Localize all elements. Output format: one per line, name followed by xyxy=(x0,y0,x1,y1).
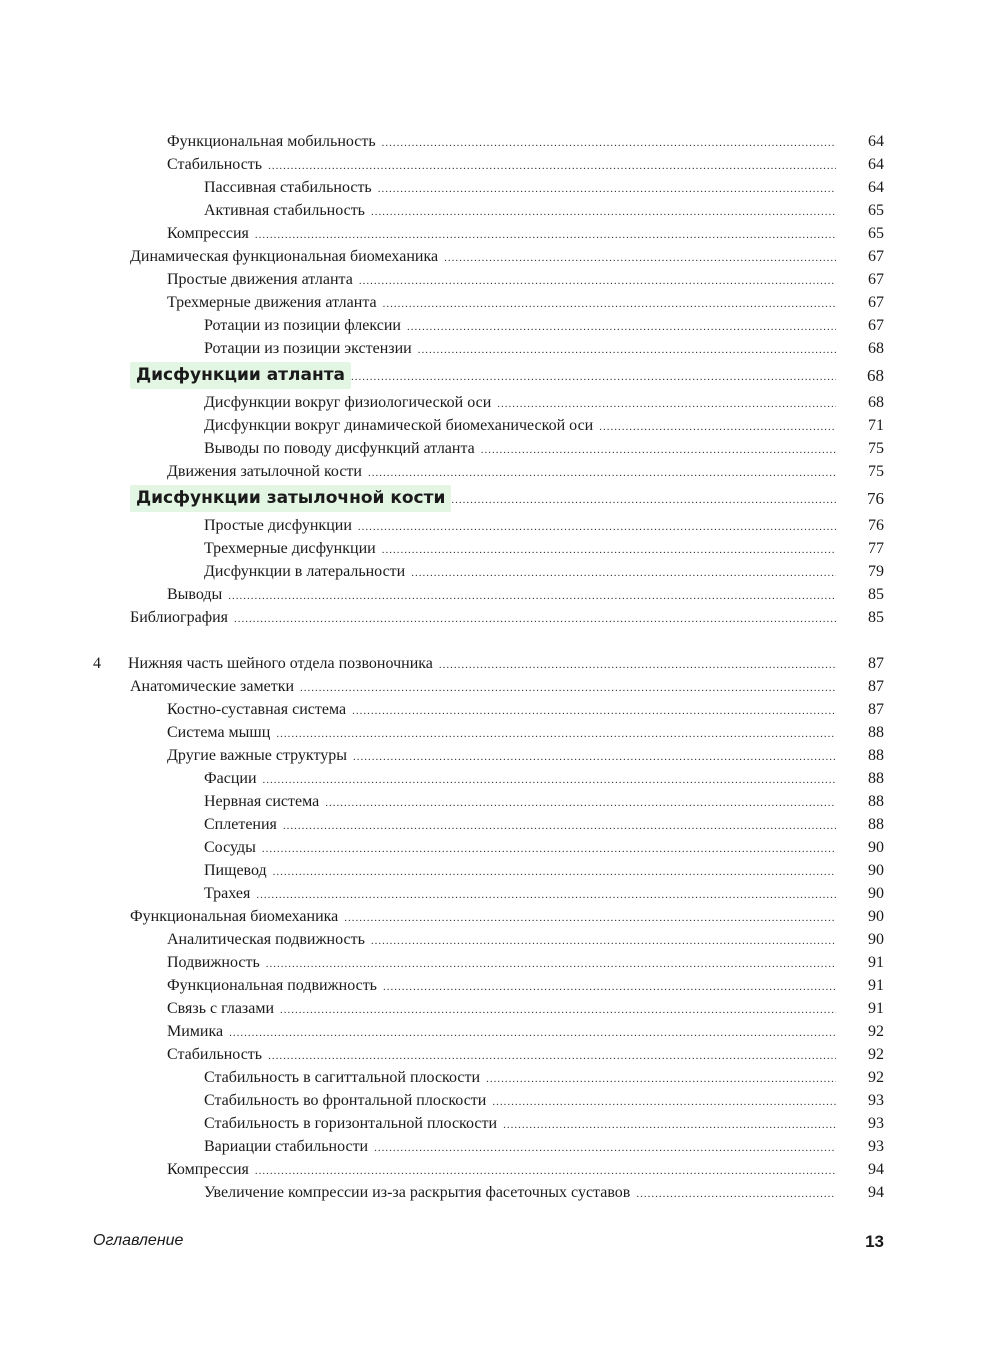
toc-entry-title: Анатомические заметки xyxy=(130,678,295,695)
toc-entry[interactable] xyxy=(0,974,1000,997)
dot-leader xyxy=(492,1091,836,1114)
toc-entry[interactable] xyxy=(0,813,1000,836)
dot-leader xyxy=(273,861,836,884)
toc-entry-line xyxy=(167,997,836,1022)
dot-leader xyxy=(451,487,836,514)
dot-leader xyxy=(407,316,836,339)
toc-entry-page: 85 xyxy=(868,586,884,603)
toc-entry-title: Выводы xyxy=(167,586,223,603)
toc-entry-page: 71 xyxy=(868,417,884,434)
toc-entry-line xyxy=(204,813,836,838)
table-of-contents xyxy=(0,130,1000,1204)
toc-chapter-entry[interactable] xyxy=(0,652,1000,675)
toc-entry-page: 88 xyxy=(868,793,884,810)
toc-entry-title: Пищевод xyxy=(204,862,267,879)
toc-entry[interactable] xyxy=(0,1020,1000,1043)
toc-entry-title: Функциональная мобильность xyxy=(167,133,376,150)
dot-leader xyxy=(263,769,836,792)
toc-entry[interactable] xyxy=(0,268,1000,291)
dot-leader xyxy=(280,999,836,1022)
dot-leader xyxy=(383,293,836,316)
toc-entry-line xyxy=(130,485,836,514)
toc-entry-line xyxy=(204,859,836,884)
toc-entry-line xyxy=(167,291,836,316)
toc-entry-page: 92 xyxy=(868,1069,884,1086)
toc-entry-title: Трахея xyxy=(204,885,251,902)
toc-entry-title: Трехмерные дисфункции xyxy=(204,540,376,557)
toc-entry-title: Выводы по поводу дисфункций атланта xyxy=(204,440,475,457)
toc-entry-page: 90 xyxy=(868,839,884,856)
toc-entry-title: Стабильность в сагиттальной плоскости xyxy=(204,1069,481,1086)
toc-entry-title: Движения затылочной кости xyxy=(167,463,362,480)
toc-entry[interactable] xyxy=(0,130,1000,153)
toc-entry-page: 87 xyxy=(868,701,884,718)
toc-entry-page: 65 xyxy=(868,202,884,219)
toc-entry[interactable] xyxy=(0,391,1000,414)
toc-entry-page: 93 xyxy=(868,1138,884,1155)
toc-entry-line xyxy=(167,698,836,723)
toc-entry-title: Стабильность в горизонтальной плоскости xyxy=(204,1115,498,1132)
toc-entry-line xyxy=(130,362,836,391)
dot-leader xyxy=(497,393,836,416)
dot-leader xyxy=(266,953,836,976)
toc-entry-page: 75 xyxy=(868,440,884,457)
toc-entry-line xyxy=(204,790,836,815)
toc-entry-page: 64 xyxy=(868,179,884,196)
toc-entry[interactable] xyxy=(0,514,1000,537)
toc-entry-page: 90 xyxy=(868,885,884,902)
toc-entry-line xyxy=(204,514,836,539)
toc-entry-line xyxy=(130,606,836,631)
dot-leader xyxy=(418,339,836,362)
toc-entry-page: 64 xyxy=(868,133,884,150)
dot-leader xyxy=(444,247,836,270)
toc-entry-line xyxy=(167,583,836,608)
toc-entry[interactable] xyxy=(0,537,1000,560)
toc-entry-title: Нижняя часть шейного отдела позвоночника xyxy=(128,655,433,672)
dot-leader xyxy=(358,516,836,539)
page-number: 13 xyxy=(865,1232,884,1251)
toc-entry-line xyxy=(204,560,836,585)
toc-entry-page: 67 xyxy=(868,317,884,334)
toc-entry-title: Ротации из позиции экстензии xyxy=(204,340,412,357)
toc-entry-title: Функциональная биомеханика xyxy=(130,908,339,925)
toc-entry-title: Компрессия xyxy=(167,225,249,242)
dot-leader xyxy=(368,462,836,485)
toc-entry[interactable] xyxy=(0,721,1000,744)
toc-entry-title: Дисфункции атланта xyxy=(130,362,351,389)
toc-entry[interactable] xyxy=(0,698,1000,721)
toc-entry-title: Сосуды xyxy=(204,839,256,856)
toc-entry-title: Мимика xyxy=(167,1023,224,1040)
toc-entry-page: 90 xyxy=(868,862,884,879)
dot-leader xyxy=(229,1022,836,1045)
toc-entry-title: Вариации стабильности xyxy=(204,1138,369,1155)
toc-entry[interactable] xyxy=(0,905,1000,928)
toc-entry-page: 65 xyxy=(868,225,884,242)
toc-entry-line xyxy=(204,1066,836,1091)
toc-entry[interactable] xyxy=(0,997,1000,1020)
toc-entry[interactable] xyxy=(0,928,1000,951)
toc-entry-line xyxy=(204,437,836,462)
dot-leader xyxy=(439,654,836,677)
toc-entry-line xyxy=(204,176,836,201)
toc-entry[interactable] xyxy=(0,437,1000,460)
toc-entry[interactable] xyxy=(0,337,1000,360)
toc-entry[interactable] xyxy=(0,199,1000,222)
toc-entry-page: 68 xyxy=(867,366,884,385)
toc-entry[interactable] xyxy=(0,1066,1000,1089)
page-footer xyxy=(93,1232,884,1256)
toc-entry-line xyxy=(204,767,836,792)
toc-entry-title: Компрессия xyxy=(167,1161,249,1178)
toc-entry-title: Стабильность во фронтальной плоскости xyxy=(204,1092,487,1109)
toc-entry[interactable] xyxy=(0,245,1000,268)
toc-entry[interactable] xyxy=(0,222,1000,245)
toc-entry-line xyxy=(204,199,836,224)
toc-entry-title: Сплетения xyxy=(204,816,277,833)
toc-entry-title: Динамическая функциональная биомеханика xyxy=(130,248,439,265)
dot-leader xyxy=(276,723,836,746)
toc-entry-line xyxy=(204,314,836,339)
toc-entry[interactable] xyxy=(0,836,1000,859)
toc-entry-title: Связь с глазами xyxy=(167,1000,275,1017)
toc-entry-line xyxy=(167,1158,836,1183)
dot-leader xyxy=(268,155,836,178)
toc-entry-page: 92 xyxy=(868,1046,884,1063)
toc-entry-title: Другие важные структуры xyxy=(167,747,348,764)
dot-leader xyxy=(268,1045,836,1068)
toc-entry[interactable] xyxy=(0,1043,1000,1066)
toc-entry[interactable] xyxy=(0,951,1000,974)
toc-entry-title: Дисфункции в латеральности xyxy=(204,563,406,580)
toc-entry-page: 76 xyxy=(868,517,884,534)
toc-entry-page: 91 xyxy=(868,954,884,971)
toc-entry-highlighted[interactable] xyxy=(0,485,1000,512)
dot-leader xyxy=(599,416,836,439)
toc-entry-title: Стабильность xyxy=(167,156,263,173)
toc-entry-page: 67 xyxy=(868,271,884,288)
dot-leader xyxy=(382,539,836,562)
toc-entry[interactable] xyxy=(0,291,1000,314)
toc-entry-page: 88 xyxy=(868,724,884,741)
toc-entry-line xyxy=(130,675,836,700)
toc-entry-page: 85 xyxy=(868,609,884,626)
dot-leader xyxy=(411,562,836,585)
dot-leader xyxy=(481,439,836,462)
toc-entry-title: Простые движения атланта xyxy=(167,271,353,288)
toc-entry-line xyxy=(204,337,836,362)
toc-entry-page: 68 xyxy=(868,340,884,357)
toc-entry[interactable] xyxy=(0,606,1000,629)
dot-leader xyxy=(325,792,836,815)
toc-entry-line xyxy=(204,537,836,562)
dot-leader xyxy=(344,907,836,930)
toc-entry-line xyxy=(167,974,836,999)
toc-entry-line xyxy=(167,1020,836,1045)
toc-entry-page: 91 xyxy=(868,1000,884,1017)
toc-entry[interactable] xyxy=(0,583,1000,606)
toc-entry-line xyxy=(204,836,836,861)
dot-leader xyxy=(228,585,836,608)
toc-entry-title: Дисфункции вокруг динамической биомеханической оси xyxy=(204,417,594,434)
toc-entry-page: 94 xyxy=(868,1184,884,1201)
toc-entry-title: Дисфункции затылочной кости xyxy=(130,485,451,512)
toc-entry-page: 68 xyxy=(868,394,884,411)
dot-leader xyxy=(371,201,836,224)
dot-leader xyxy=(351,364,836,391)
dot-leader xyxy=(262,838,836,861)
toc-entry-line xyxy=(204,1181,836,1206)
dot-leader xyxy=(300,677,836,700)
toc-entry[interactable] xyxy=(0,1135,1000,1158)
toc-entry-title: Стабильность xyxy=(167,1046,263,1063)
toc-entry-line xyxy=(204,391,836,416)
toc-entry[interactable] xyxy=(0,790,1000,813)
toc-entry[interactable] xyxy=(0,859,1000,882)
toc-entry-line xyxy=(167,721,836,746)
toc-entry-line xyxy=(167,744,836,769)
toc-entry-line xyxy=(167,130,836,155)
toc-entry[interactable] xyxy=(0,1181,1000,1204)
toc-entry-title: Подвижность xyxy=(167,954,260,971)
toc-entry-page: 90 xyxy=(868,908,884,925)
toc-entry-page: 67 xyxy=(868,248,884,265)
toc-entry-line xyxy=(167,1043,836,1068)
toc-entry-page: 79 xyxy=(868,563,884,580)
toc-entry[interactable] xyxy=(0,744,1000,767)
toc-entry[interactable] xyxy=(0,314,1000,337)
dot-leader xyxy=(383,976,836,999)
toc-entry-line xyxy=(130,905,836,930)
toc-entry-title: Дисфункции вокруг физиологической оси xyxy=(204,394,492,411)
dot-leader xyxy=(255,1160,836,1183)
dot-leader xyxy=(503,1114,836,1137)
toc-entry-line xyxy=(167,928,836,953)
toc-entry-highlighted[interactable] xyxy=(0,362,1000,389)
dot-leader xyxy=(283,815,836,838)
toc-entry-page: 76 xyxy=(867,489,884,508)
toc-entry[interactable] xyxy=(0,1158,1000,1181)
toc-entry-page: 88 xyxy=(868,747,884,764)
toc-entry-title: Пассивная стабильность xyxy=(204,179,372,196)
toc-entry-title: Фасции xyxy=(204,770,257,787)
dot-leader xyxy=(486,1068,836,1091)
toc-entry[interactable] xyxy=(0,176,1000,199)
dot-leader xyxy=(352,700,836,723)
toc-entry-page: 87 xyxy=(868,678,884,695)
toc-entry-page: 87 xyxy=(868,655,884,672)
chapter-number: 4 xyxy=(93,655,101,672)
toc-entry-page: 93 xyxy=(868,1115,884,1132)
dot-leader xyxy=(353,746,836,769)
toc-entry[interactable] xyxy=(0,1112,1000,1135)
toc-entry[interactable] xyxy=(0,675,1000,698)
toc-entry-line xyxy=(167,951,836,976)
toc-entry-title: Библиография xyxy=(130,609,228,626)
toc-entry-line xyxy=(204,1135,836,1160)
toc-entry-page: 64 xyxy=(868,156,884,173)
toc-entry-title: Увеличение компрессии из-за раскрытия фасеточных суставов xyxy=(204,1184,631,1201)
toc-entry-page: 67 xyxy=(868,294,884,311)
toc-entry[interactable] xyxy=(0,767,1000,790)
dot-leader xyxy=(234,608,836,631)
toc-entry-page: 88 xyxy=(868,770,884,787)
toc-entry-title: Функциональная подвижность xyxy=(167,977,377,994)
toc-entry-line xyxy=(167,460,836,485)
toc-entry-title: Простые дисфункции xyxy=(204,517,352,534)
dot-leader xyxy=(359,270,836,293)
toc-entry[interactable] xyxy=(0,560,1000,583)
toc-entry-title: Активная стабильность xyxy=(204,202,365,219)
toc-entry-title: Нервная система xyxy=(204,793,320,810)
dot-leader xyxy=(382,132,836,155)
toc-entry-title: Ротации из позиции флексии xyxy=(204,317,401,334)
toc-entry-line xyxy=(167,222,836,247)
toc-entry[interactable] xyxy=(0,460,1000,483)
toc-entry-page: 77 xyxy=(868,540,884,557)
toc-entry-page: 91 xyxy=(868,977,884,994)
toc-entry-line xyxy=(128,652,836,677)
toc-entry[interactable] xyxy=(0,153,1000,176)
toc-entry[interactable] xyxy=(0,414,1000,437)
toc-entry-line xyxy=(130,245,836,270)
dot-leader xyxy=(374,1137,836,1160)
toc-entry-page: 90 xyxy=(868,931,884,948)
dot-leader xyxy=(256,884,836,907)
toc-entry-page: 75 xyxy=(868,463,884,480)
toc-entry-page: 92 xyxy=(868,1023,884,1040)
toc-entry[interactable] xyxy=(0,882,1000,905)
footer-label: Оглавление xyxy=(93,1232,184,1249)
toc-entry-line xyxy=(204,1089,836,1114)
toc-entry-page: 94 xyxy=(868,1161,884,1178)
dot-leader xyxy=(371,930,836,953)
toc-entry-line xyxy=(204,1112,836,1137)
toc-entry-line xyxy=(167,268,836,293)
toc-entry-title: Аналитическая подвижность xyxy=(167,931,365,948)
toc-entry-line xyxy=(167,153,836,178)
toc-spacer xyxy=(0,629,1000,652)
toc-entry-page: 88 xyxy=(868,816,884,833)
toc-entry-page: 93 xyxy=(868,1092,884,1109)
toc-entry-title: Костно-суставная система xyxy=(167,701,347,718)
toc-entry-line xyxy=(204,882,836,907)
dot-leader xyxy=(255,224,836,247)
toc-entry-title: Трехмерные движения атланта xyxy=(167,294,377,311)
toc-entry-title: Система мышц xyxy=(167,724,271,741)
dot-leader xyxy=(636,1183,836,1206)
toc-entry-line xyxy=(204,414,836,439)
toc-entry[interactable] xyxy=(0,1089,1000,1112)
dot-leader xyxy=(378,178,836,201)
